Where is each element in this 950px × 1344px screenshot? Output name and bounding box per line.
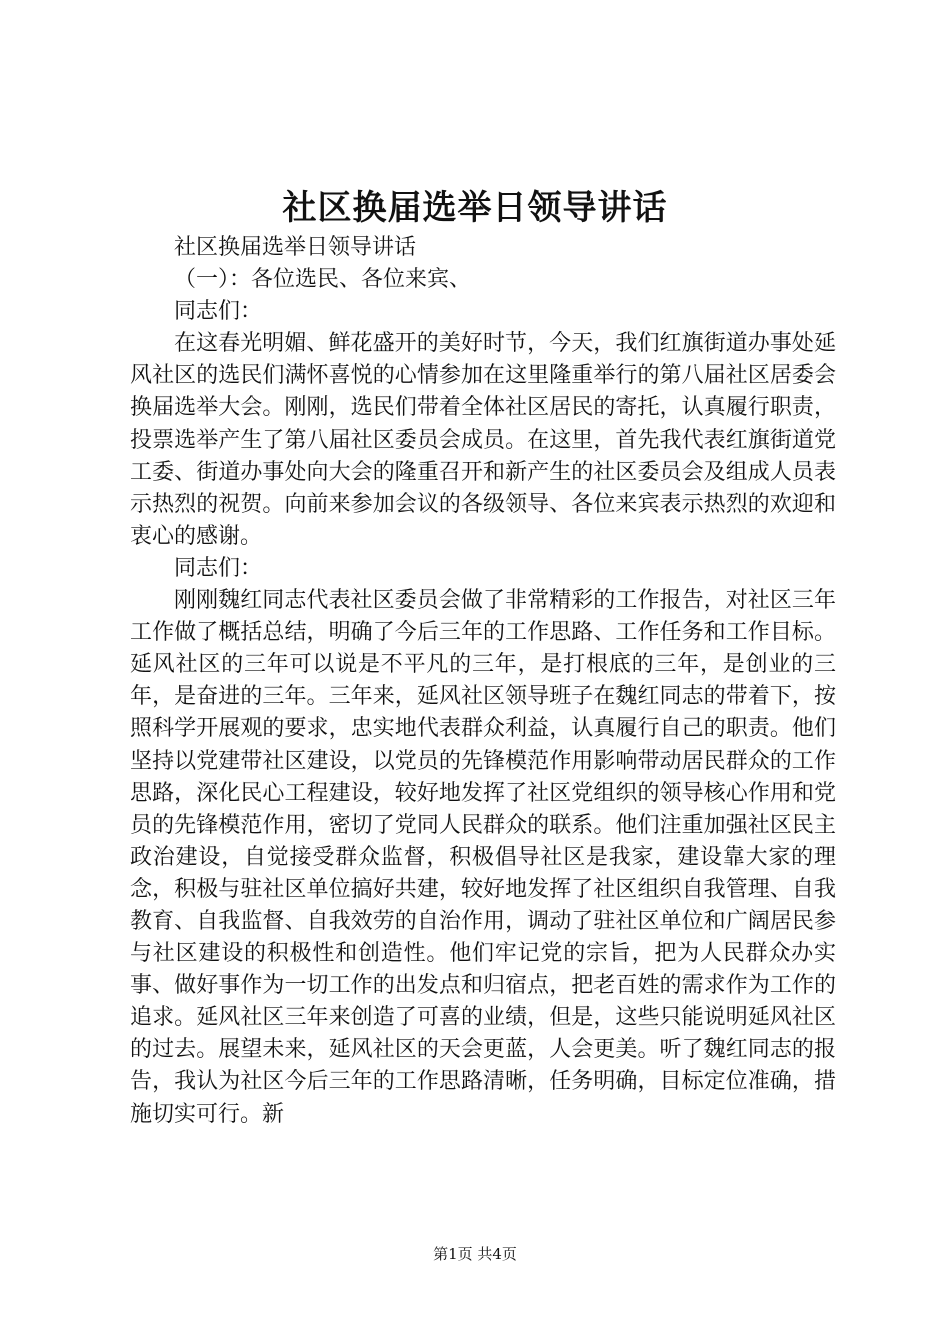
salutation-line: （一）：各位选民、各位来宾、 [174,267,472,293]
document-body [130,232,836,1131]
document-title: 社区换届选举日领导讲话 [282,188,668,228]
page-number-footer: 第1页 共4页 [433,1245,517,1263]
subtitle-line: 社区换届选举日领导讲话 [174,235,417,260]
body-paragraph: 刚刚魏红同志代表社区委员会做了非常精彩的工作报告，对社区三年工作做了概括总结，明确了今后三年的工作思路、工作任务和工作目标。延风社区的三年可以说是不平凡的三年，是打根底的三年，是创业的三年，是奋进的三年。三年来，延风社区领导班子在魏红同志的带着下，按照科学开展观的要求，忠实地代表群众利益，认真履行自己的职责。他们坚持以党建带社区建设，以党员的先锋模范作用影响带动居民群众的工作思路，深化民心工程建设，较好地发挥了社区党组织的领导核心作用和党员的先锋模范作用，密切了党同人民群众的联系。他们注重加强社区民主政治建设，自觉接受群众监督，积极倡导社区是我家，建设靠大家的理念，积极与驻社区单位搞好共建，较好地发挥了社区组织自我管理、自我教育、自我监督、自我效劳的自治作用，调动了驻社区单位和广阔居民参与社区建设的积极性和创造性。他们牢记党的宗旨，把为人民群众办实事、做好事作为一切工作的出发点和归宿点，把老百姓的需求作为工作的追求。延风社区三年来创造了可喜的业绩，但是，这些只能说明延风社区的过去。展望未来，延风社区的天会更蓝，人会更美。听了魏红同志的报告，我认为社区今后三年的工作思路清晰，任务明确，目标定位准确，措施切实可行。新 [130,588,836,1127]
salutation-comrades: 同志们： [174,555,263,581]
body-paragraph: 在这春光明媚、鲜花盛开的美好时节，今天，我们红旗街道办事处延风社区的选民们满怀喜悦的心情参加在这里隆重举行的第八届社区居委会换届选举大会。刚刚，选民们带着全体社区居民的寄托，认真履行职责，投票选举产生了第八届社区委员会成员。在这里，首先我代表红旗街道党工委、街道办事处向大会的隆重召开和新产生的社区委员会及组成人员表示热烈的祝贺。向前来参加会议的各级领导、各位来宾表示热烈的欢迎和衷心的感谢。 [130,331,836,549]
salutation-comrades: 同志们： [174,299,263,325]
